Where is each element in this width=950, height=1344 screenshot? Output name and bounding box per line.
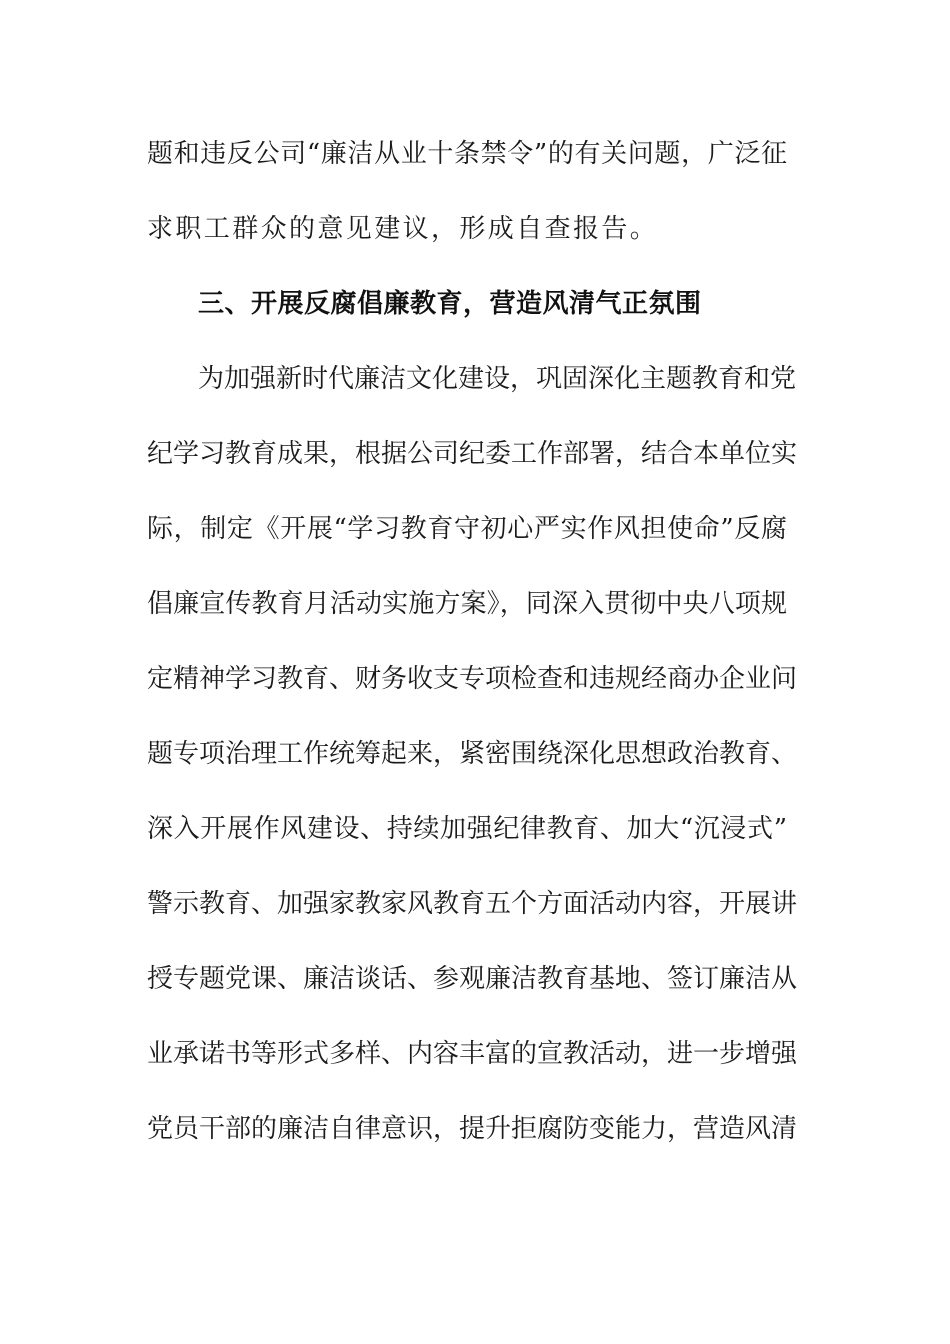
paragraph-2-line-3: 际，制定《开展“学习教育守初心严实作风担使命”反腐 bbox=[147, 514, 787, 544]
paragraph-2-line-1: 为加强新时代廉洁文化建设，巩固深化主题教育和党 bbox=[198, 364, 797, 394]
paragraph-2-line-8: 警示教育、加强家教家风教育五个方面活动内容，开展讲 bbox=[147, 889, 798, 919]
paragraph-1-line-2: 求职工群众的意见建议，形成自查报告。 bbox=[147, 214, 659, 244]
paragraph-2-line-6: 题专项治理工作统筹起来，紧密围绕深化思想政治教育、 bbox=[147, 739, 798, 769]
paragraph-2-line-9: 授专题党课、廉洁谈话、参观廉洁教育基地、签订廉洁从 bbox=[147, 964, 798, 994]
paragraph-1-line-1: 题和违反公司“廉洁从业十条禁令”的有关问题，广泛征 bbox=[147, 139, 787, 169]
paragraph-2-line-5: 定精神学习教育、财务收支专项检查和违规经商办企业问 bbox=[147, 664, 798, 694]
paragraph-2-line-7: 深入开展作风建设、持续加强纪律教育、加大“沉浸式” bbox=[147, 814, 787, 844]
section-heading: 三、开展反腐倡廉教育，营造风清气正氛围 bbox=[198, 289, 702, 319]
paragraph-2-line-4: 倡廉宣传教育月活动实施方案》，同深入贯彻中央八项规 bbox=[147, 589, 787, 619]
paragraph-2-line-11: 党员干部的廉洁自律意识，提升拒腐防变能力，营造风清 bbox=[147, 1114, 798, 1144]
paragraph-2-line-2: 纪学习教育成果，根据公司纪委工作部署，结合本单位实 bbox=[147, 439, 798, 469]
paragraph-2-line-10: 业承诺书等形式多样、内容丰富的宣教活动，进一步增强 bbox=[147, 1039, 798, 1069]
